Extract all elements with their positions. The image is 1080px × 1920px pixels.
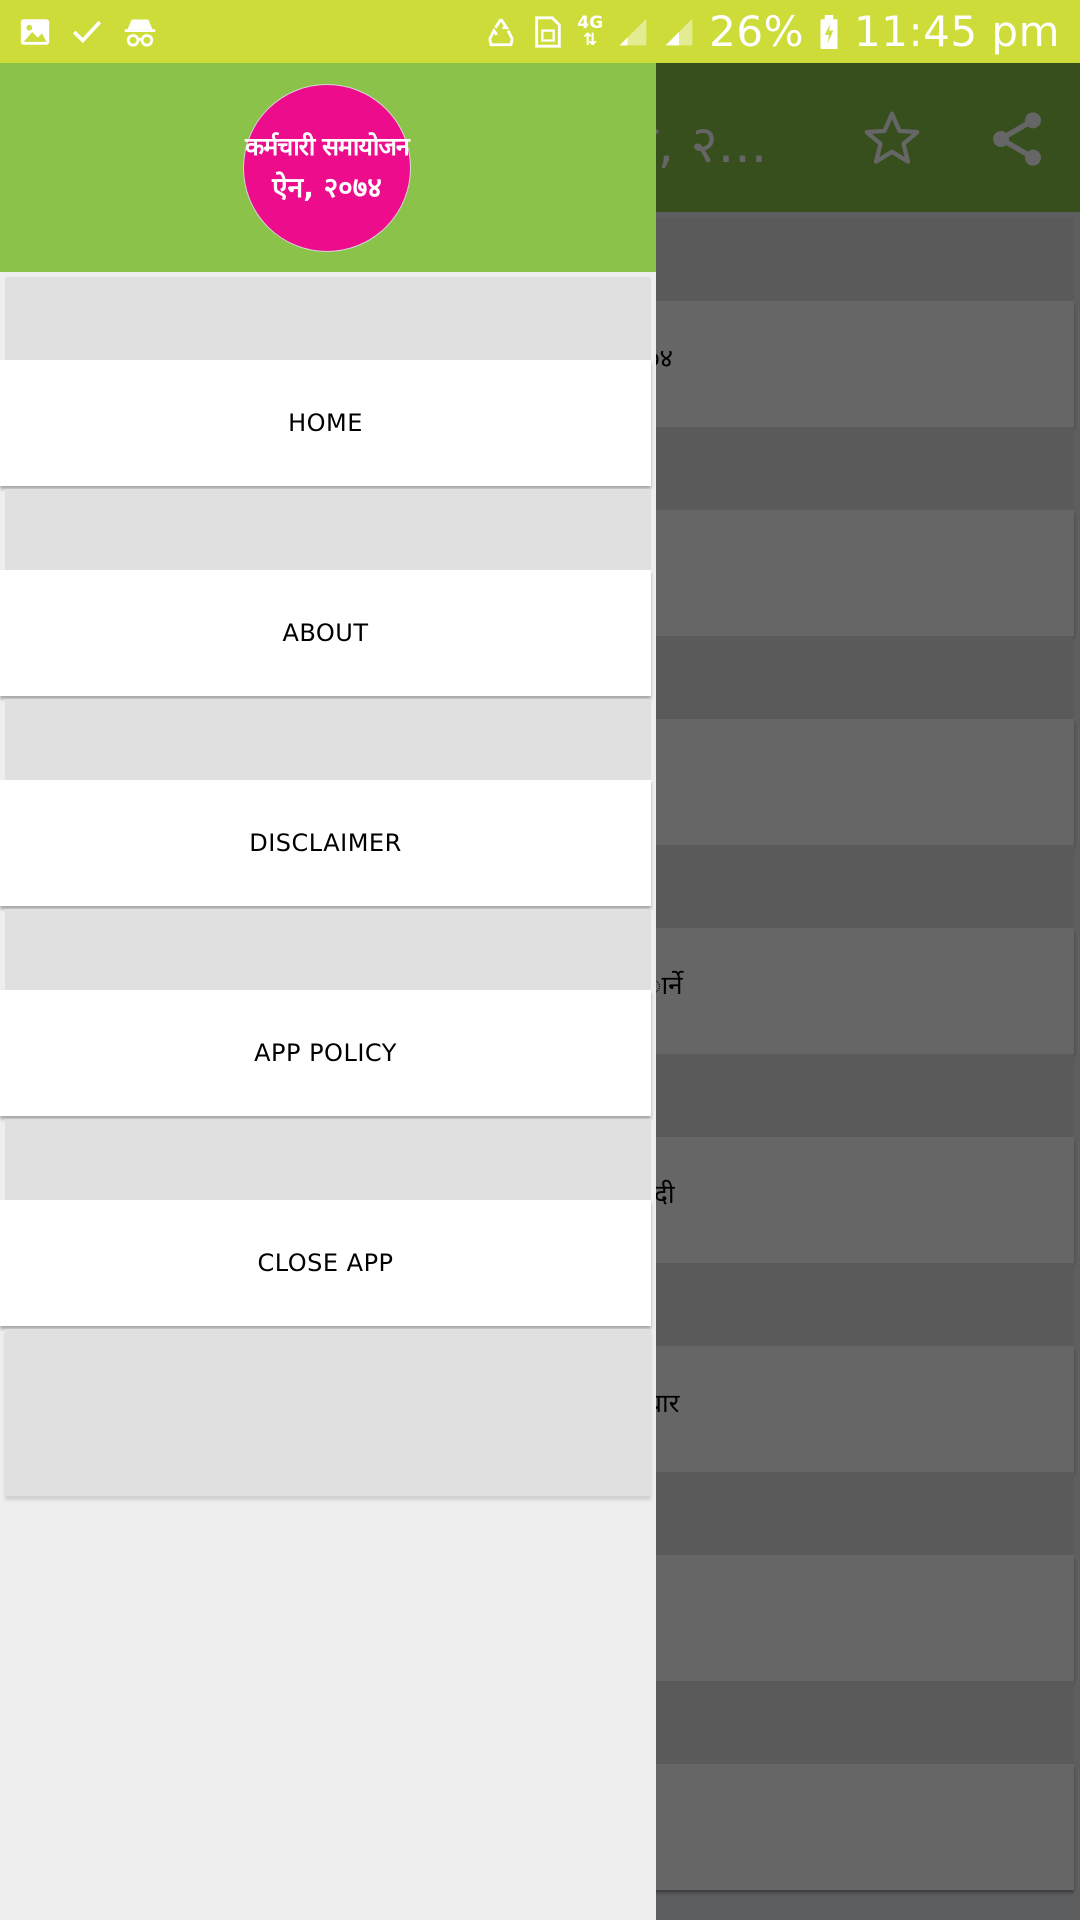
clock: 11:45 pm bbox=[854, 7, 1060, 56]
logo-title: कर्मचारी समायोजन bbox=[245, 132, 409, 161]
image-icon bbox=[18, 15, 52, 49]
menu-spacer bbox=[5, 699, 651, 782]
signal-icon bbox=[617, 15, 649, 49]
status-bar bbox=[0, 0, 1080, 63]
battery-percentage: 26% bbox=[709, 7, 805, 56]
logo-subtitle: ऐन, २०७४ bbox=[272, 171, 382, 204]
menu-item-app-policy[interactable]: APP POLICY bbox=[0, 990, 651, 1116]
menu-item-home[interactable]: HOME bbox=[0, 360, 651, 486]
menu-spacer bbox=[5, 489, 651, 572]
check-icon bbox=[70, 15, 104, 49]
menu-spacer bbox=[5, 277, 651, 360]
menu-spacer bbox=[5, 909, 651, 992]
battery-charging-icon bbox=[818, 15, 840, 49]
app-logo bbox=[243, 84, 411, 252]
sim-card-icon bbox=[533, 15, 563, 49]
drawer-header bbox=[0, 63, 656, 272]
menu-item-about[interactable]: ABOUT bbox=[0, 570, 651, 696]
incognito-icon bbox=[122, 15, 158, 49]
network-4g-icon: 4G ⇅ bbox=[577, 12, 604, 50]
signal-icon bbox=[663, 15, 695, 49]
menu-item-disclaimer[interactable]: DISCLAIMER bbox=[0, 780, 651, 906]
menu-spacer bbox=[5, 1329, 651, 1496]
menu-spacer bbox=[5, 1119, 651, 1202]
menu-item-close-app[interactable]: CLOSE APP bbox=[0, 1200, 651, 1326]
recycle-icon bbox=[483, 15, 519, 49]
navigation-drawer bbox=[0, 63, 656, 1920]
